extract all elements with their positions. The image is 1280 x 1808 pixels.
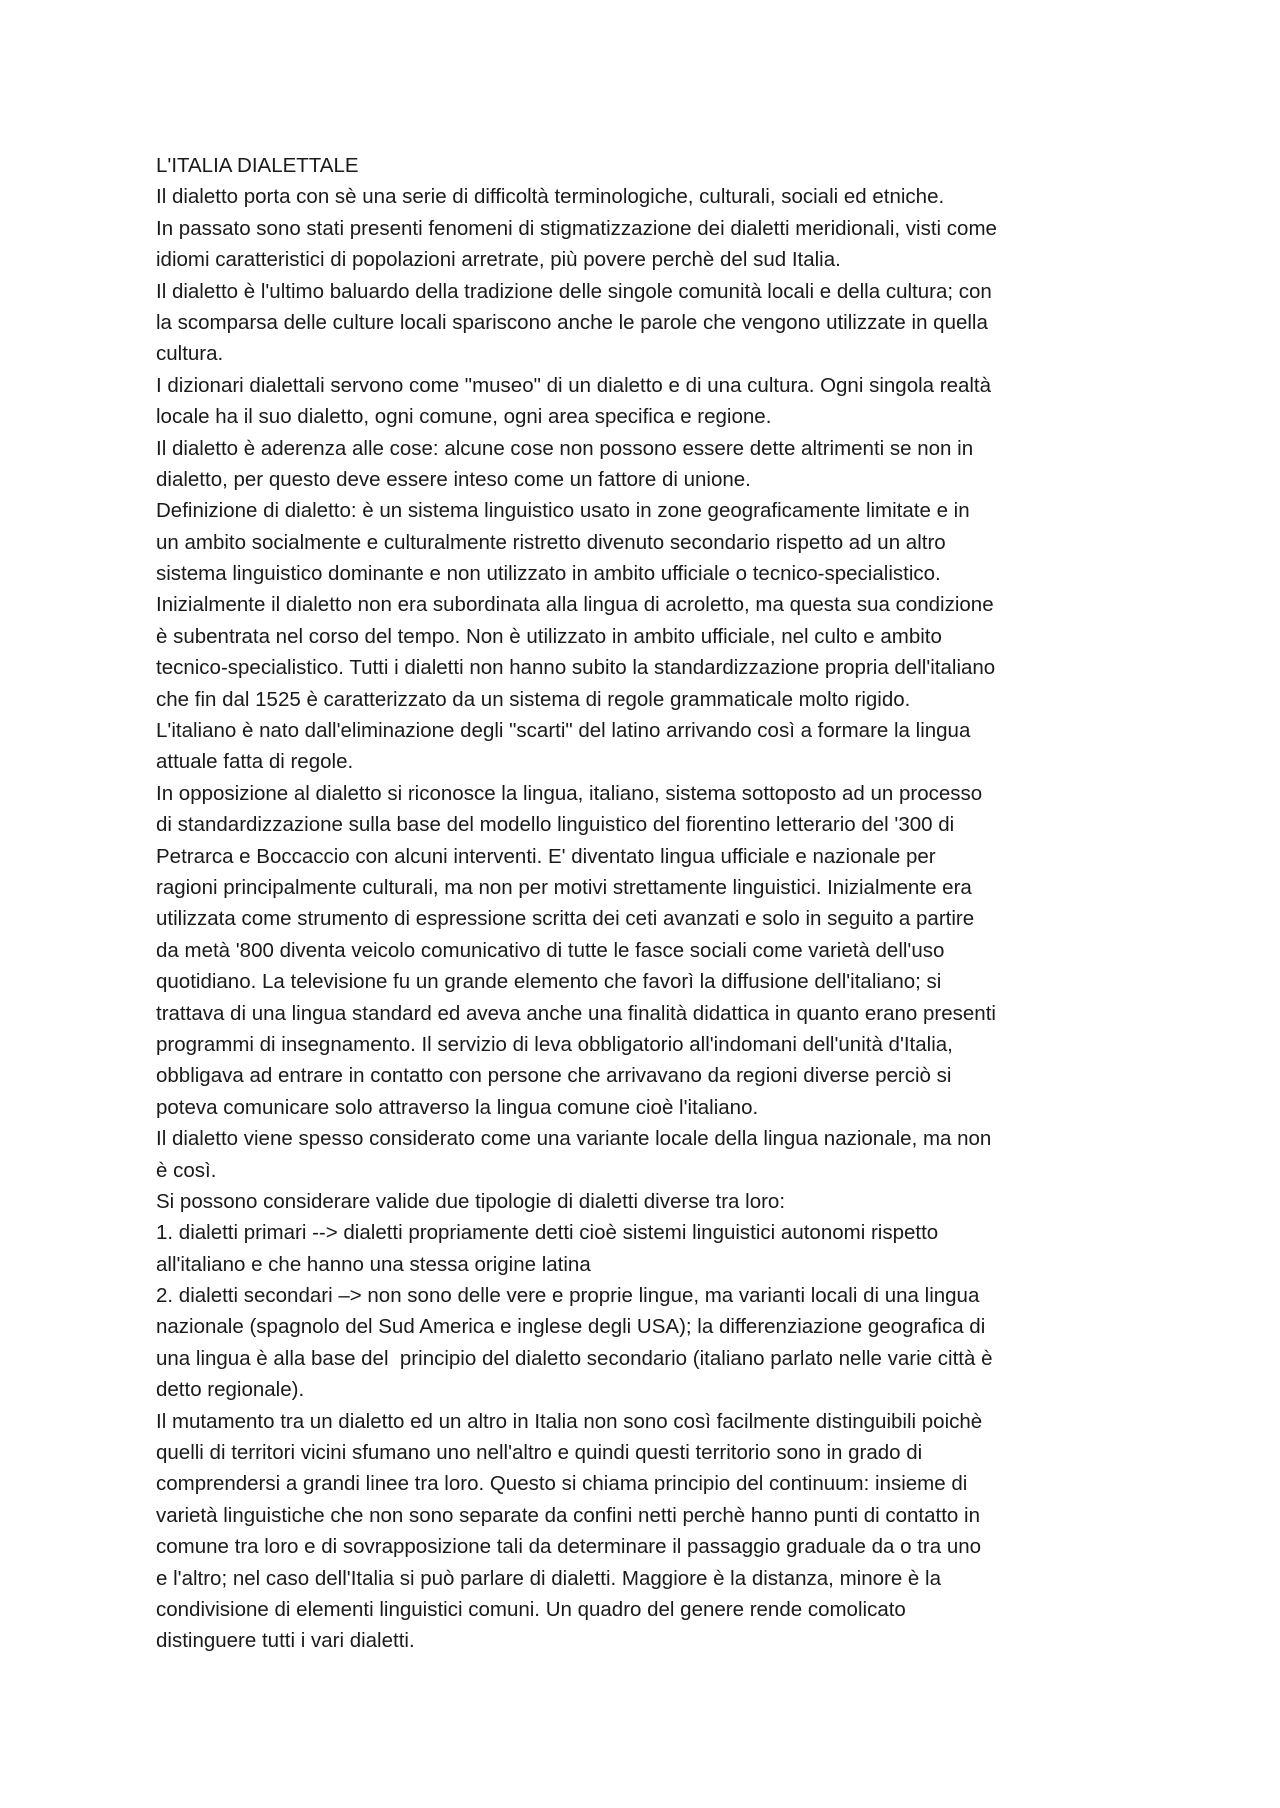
text-line: Il dialetto è aderenza alle cose: alcune cose non possono essere dette altrimenti se non in [156, 436, 974, 460]
text-line: cultura. [156, 342, 224, 366]
text-line: dialetto, per questo deve essere inteso come un fattore di unione. [156, 467, 751, 491]
text-line: e l'altro; nel caso dell'Italia si può parlare di dialetti. Maggiore è la distanza, minore è la [156, 1566, 941, 1590]
text-line: nazionale (spagnolo del Sud America e inglese degli USA); la differenziazione geografica di [156, 1315, 986, 1339]
text-line: di standardizzazione sulla base del modello linguistico del fiorentino letterario del '300 di [156, 813, 955, 837]
document-title: L'ITALIA DIALETTALE [156, 154, 359, 177]
text-line: sistema linguistico dominante e non utilizzato in ambito ufficiale o tecnico-specialistico. [156, 562, 941, 586]
text-line: Definizione di dialetto: è un sistema linguistico usato in zone geograficamente limitate e in [156, 499, 970, 523]
text-line: all'italiano e che hanno una stessa origine latina [156, 1252, 591, 1276]
text-line: Inizialmente il dialetto non era subordinata alla lingua di acroletto, ma questa sua condizione [156, 593, 994, 617]
text-line: In passato sono stati presenti fenomeni di stigmatizzazione dei dialetti meridionali, visti come [156, 216, 997, 240]
text-line: trattava di una lingua standard ed aveva anche una finalità didattica in quanto erano presenti [156, 1001, 996, 1025]
text-line: locale ha il suo dialetto, ogni comune, ogni area specifica e regione. [156, 405, 772, 429]
text-line: In opposizione al dialetto si riconosce la lingua, italiano, sistema sottoposto ad un processo [156, 781, 983, 805]
text-line: Il mutamento tra un dialetto ed un altro in Italia non sono così facilmente distinguibili poichè [156, 1409, 983, 1433]
text-line: idiomi caratteristici di popolazioni arretrate, più povere perchè del sud Italia. [156, 248, 841, 272]
text-line: distinguere tutti i vari dialetti. [156, 1629, 415, 1653]
text-line: 2. dialetti secondari –> non sono delle vere e proprie lingue, ma varianti locali di una lingua [156, 1284, 980, 1308]
text-line: utilizzata come strumento di espressione scritta dei ceti avanzati e solo in seguito a partire [156, 907, 975, 931]
document-body [156, 150, 1146, 1657]
text-line: 1. dialetti primari --> dialetti propriamente detti cioè sistemi linguistici autonomi rispetto [156, 1221, 939, 1245]
text-line: comune tra loro e di sovrapposizione tali da determinare il passaggio graduale da o tra uno [156, 1535, 982, 1559]
text-line: che fin dal 1525 è caratterizzato da un sistema di regole grammaticale molto rigido. [156, 687, 911, 711]
text-line: poteva comunicare solo attraverso la lingua comune cioè l'italiano. [156, 1095, 759, 1119]
text-line: Il dialetto porta con sè una serie di difficoltà terminologiche, culturali, sociali ed etniche. [156, 185, 945, 209]
text-line: è subentrata nel corso del tempo. Non è utilizzato in ambito ufficiale, nel culto e ambito [156, 624, 942, 648]
text-line: obbligava ad entrare in contatto con persone che arrivavano da regioni diverse perciò si [156, 1064, 952, 1088]
text-line: Il dialetto viene spesso considerato come una variante locale della lingua nazionale, ma non [156, 1127, 992, 1151]
text-line: è così. [156, 1158, 217, 1182]
text-line: programmi di insegnamento. Il servizio di leva obbligatorio all'indomani dell'unità d'Italia, [156, 1032, 953, 1056]
text-line: L'italiano è nato dall'eliminazione degli "scarti" del latino arrivando così a formare la lingua [156, 719, 971, 743]
text-line: quelli di territori vicini sfumano uno nell'altro e quindi questi territorio sono in grado di [156, 1441, 923, 1465]
text-line: ragioni principalmente culturali, ma non per motivi strettamente linguistici. Inizialmente era [156, 875, 972, 899]
text-line: una lingua è alla base del principio del dialetto secondario (italiano parlato nelle varie città è [156, 1346, 993, 1370]
text-line: Il dialetto è l'ultimo baluardo della tradizione delle singole comunità locali e della cultura; con [156, 279, 992, 303]
text-line: I dizionari dialettali servono come "museo" di un dialetto e di una cultura. Ogni singola realtà [156, 373, 992, 397]
text-line: Petrarca e Boccaccio con alcuni interventi. E' diventato lingua ufficiale e nazionale per [156, 844, 936, 868]
text-line: Si possono considerare valide due tipologie di dialetti diverse tra loro: [156, 1189, 786, 1213]
text-line: da metà '800 diventa veicolo comunicativo di tutte le fasce sociali come varietà dell'uso [156, 938, 945, 962]
text-line: un ambito socialmente e culturalmente ristretto divenuto secondario rispetto ad un altro [156, 530, 946, 554]
text-line: quotidiano. La televisione fu un grande elemento che favorì la diffusione dell'italiano; si [156, 970, 942, 994]
text-line: condivisione di elementi linguistici comuni. Un quadro del genere rende comolicato [156, 1597, 906, 1621]
text-line: tecnico-specialistico. Tutti i dialetti non hanno subito la standardizzazione propria dell'italiano [156, 656, 996, 680]
text-line: la scomparsa delle culture locali spariscono anche le parole che vengono utilizzate in quella [156, 310, 988, 334]
text-line: attuale fatta di regole. [156, 750, 354, 774]
text-line: comprendersi a grandi linee tra loro. Questo si chiama principio del continuum: insieme di [156, 1472, 968, 1496]
text-line: varietà linguistiche che non sono separate da confini netti perchè hanno punti di contatto in [156, 1503, 980, 1527]
text-line: detto regionale). [156, 1378, 305, 1402]
